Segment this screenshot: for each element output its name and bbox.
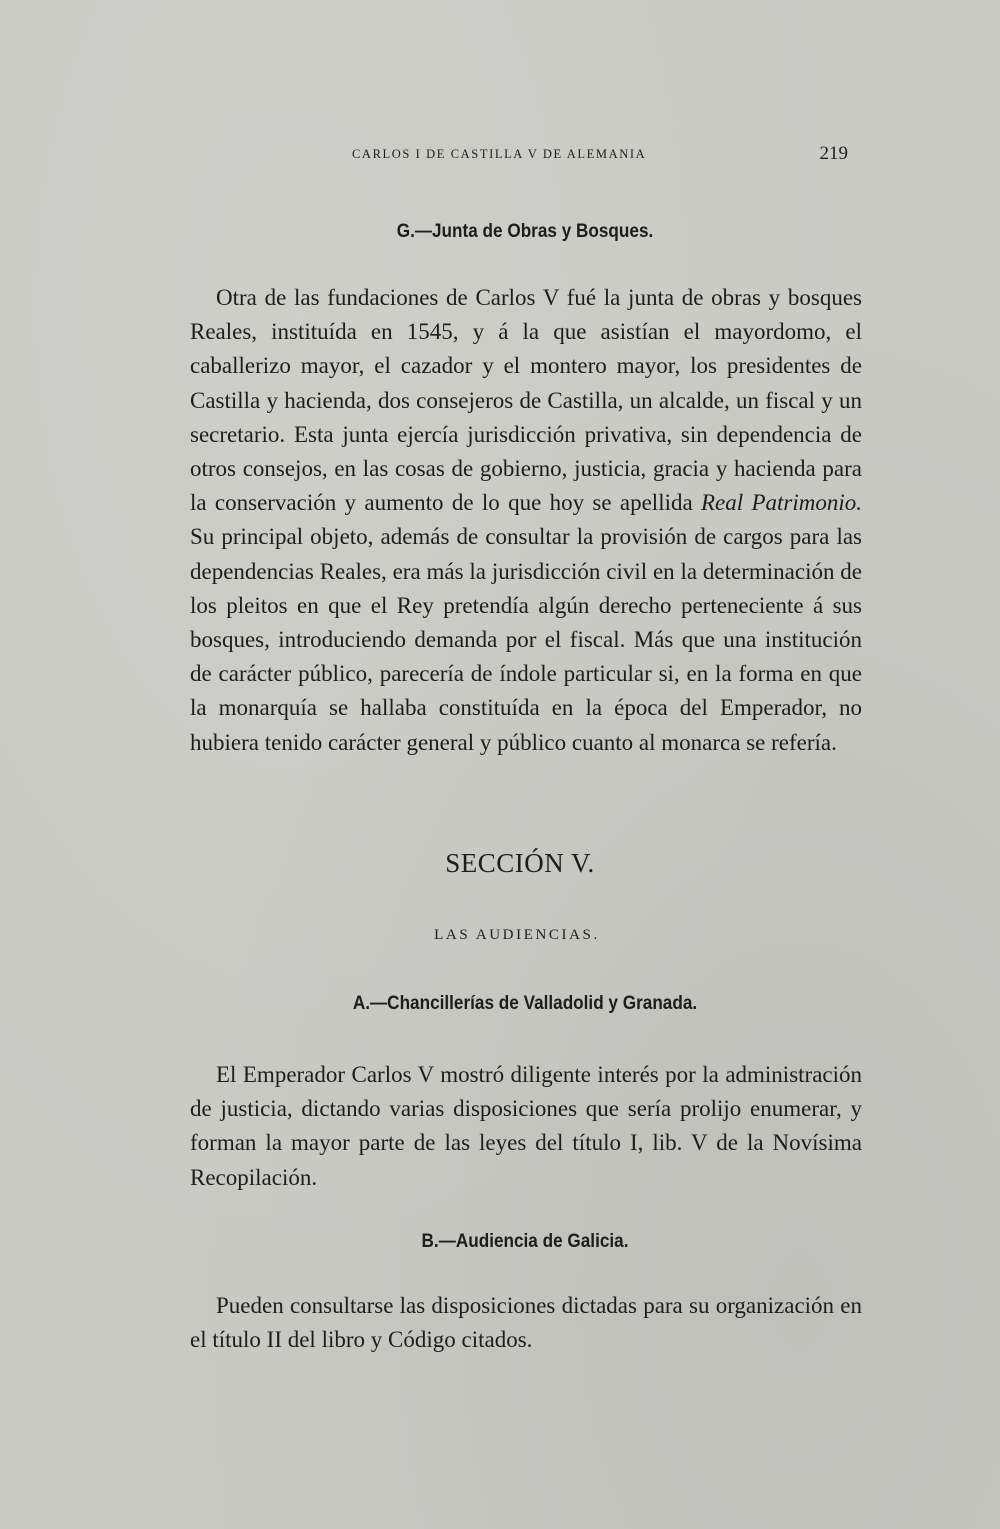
section-b-paragraph: Pueden consultarse las disposiciones dictadas para su organización en el título II del libro y Código citados. (190, 1293, 862, 1353)
section-v-title: SECCIÓN V. (445, 848, 595, 878)
page-number: 219 (819, 143, 848, 164)
running-head (190, 143, 860, 171)
section-g-paragraph (190, 281, 862, 760)
section-g-heading: G.—Junta de Obras y Bosques. (396, 220, 654, 242)
section-a-heading: A.—Chancillerías de Valladolid y Granada. (352, 992, 698, 1014)
running-title: CARLOS I DE CASTILLA V DE ALEMANIA (352, 147, 647, 161)
section-g-text-part1: Otra de las fundaciones de Carlos V fué la junta de obras y bosques Reales, instituída en 1545, y á la que asistían el mayordomo, el caballerizo mayor, el cazador y el montero mayor, los presidentes de Castilla y hacienda, dos consejeros de Castilla, un alcalde, un fiscal y un secretario. Esta junta ejercía jurisdicción privativa, sin dependencia de otros consejos, en las cosas de gobierno, justicia, gracia y hacienda para la conservación y aumento de lo que hoy se apellida (190, 285, 862, 516)
section-g-text-part2: Su principal objeto, además de consultar la provisión de cargos para las dependencias Reales, era más la jurisdicción civil en la determinación de los pleitos en que el Rey pretendía algún derecho perteneciente á sus bosques, introduciendo demanda por el fiscal. Más que una institución de carácter público, parecería de índole particular si, en la forma en que la monarquía se hallaba constituída en la época del Emperador, no hubiera tenido carácter general y público cuanto al monarca se refería. (190, 524, 862, 755)
real-patrimonio-italic: Real Patrimonio. (701, 490, 862, 516)
section-a-paragraph: El Emperador Carlos V mostró diligente interés por la administración de justicia, dictando varias disposiciones que sería prolijo enumerar, y forman la mayor parte de las leyes del título I, lib. V de la Novísima Recopilación. (190, 1062, 862, 1190)
section-v-subtitle: LAS AUDIENCIAS. (434, 927, 600, 943)
section-b-heading: B.—Audiencia de Galicia. (421, 1230, 629, 1252)
